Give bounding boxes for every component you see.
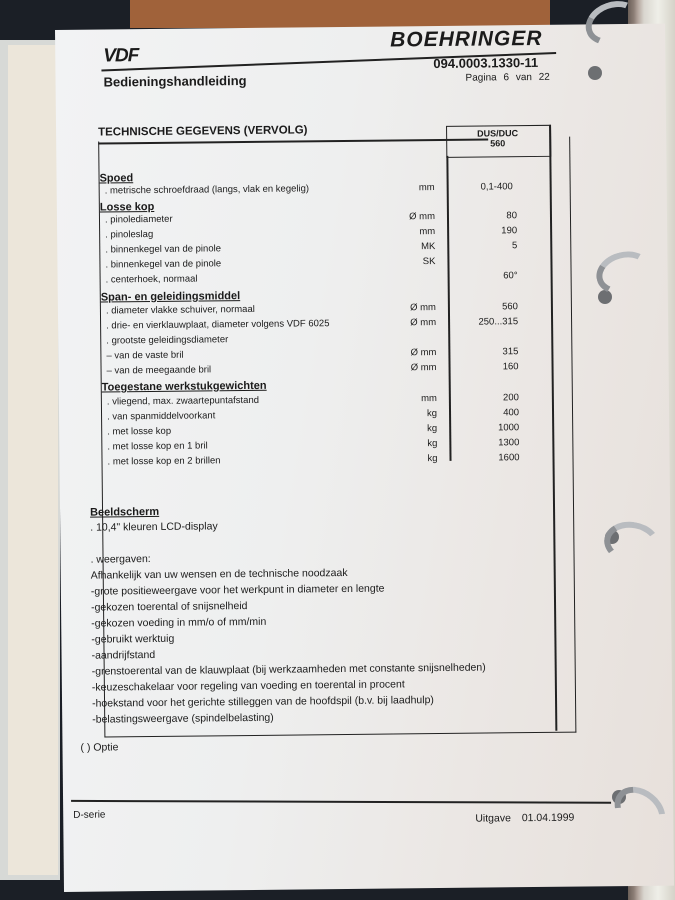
desk-background xyxy=(130,0,550,28)
spec-unit xyxy=(388,331,436,332)
footer-edition xyxy=(475,812,582,825)
heading-toegestane-werkstukgewichten: Toegestane werkstukgewichten xyxy=(101,379,267,394)
display-line: -grote positieweergave voor het werkpunt in diameter en lengte xyxy=(90,582,385,598)
vdf-logo: VDF xyxy=(103,45,139,67)
spec-unit: SK xyxy=(422,256,436,268)
spec-unit: mm xyxy=(419,226,436,238)
spec-unit: kg xyxy=(427,423,438,435)
spec-unit: kg xyxy=(427,438,438,450)
spec-unit: mm xyxy=(418,182,435,194)
spec-value: 200 xyxy=(502,392,519,404)
spec-label: . centerhoek, normaal xyxy=(105,273,198,286)
display-line: -gebruikt werktuig xyxy=(91,632,175,646)
spec-label: . met losse kop en 2 brillen xyxy=(107,455,221,468)
punch-hole xyxy=(588,66,602,80)
edition-date: 01.04.1999 xyxy=(521,811,575,825)
spec-unit: MK xyxy=(420,241,436,253)
manual-page xyxy=(55,24,674,892)
spec-unit xyxy=(388,270,436,271)
display-line: -gekozen toerental of snijsnelheid xyxy=(90,600,248,614)
spec-value: 160 xyxy=(502,361,519,373)
display-line: -grenstoerental van de klauwplaat (bij werkzaamheden met constante snijsnelheden) xyxy=(91,661,486,678)
display-line: -belastingsweergave (spindelbelasting) xyxy=(92,711,274,726)
footer-series: D-serie xyxy=(73,809,106,821)
previous-sheet xyxy=(8,45,58,875)
spec-label: . metrische schroefdraad (langs, vlak en kegelig) xyxy=(104,183,310,197)
display-line: -aandrijfstand xyxy=(91,648,156,662)
spec-label: . pinolediameter xyxy=(104,213,173,226)
heading-span-en-geleidingsmiddel: Span- en geleidingsmiddel xyxy=(100,290,241,304)
footer-divider xyxy=(71,800,611,804)
spec-label: . pinoleslag xyxy=(105,228,154,241)
page-indicator xyxy=(465,72,553,84)
column-header-size: 560 xyxy=(490,138,506,149)
heading-beeldscherm: Beeldscherm xyxy=(89,505,160,519)
spec-value: 1000 xyxy=(497,422,520,434)
spec-value: 250...315 xyxy=(478,316,519,328)
column-header-model: DUS/DUC xyxy=(477,128,519,139)
spec-label: . binnenkegel van de pinole xyxy=(105,258,222,271)
spec-value: 560 xyxy=(502,301,518,313)
column-header xyxy=(446,128,549,149)
spec-unit: Ø mm xyxy=(409,211,436,223)
spec-unit: Ø mm xyxy=(410,362,437,374)
spec-value: 80 xyxy=(506,210,518,222)
page-current: 6 xyxy=(503,72,510,84)
spec-label: . grootste geleidingsdiameter xyxy=(106,334,229,347)
page-label: Pagina xyxy=(465,72,497,84)
page-total: 22 xyxy=(538,71,550,83)
spec-value: 400 xyxy=(503,407,520,419)
spec-unit: kg xyxy=(427,453,438,465)
spec-label: – van de vaste bril xyxy=(106,349,184,362)
heading-spoed: Spoed xyxy=(99,172,134,185)
document-number: 094.0003.1330-11 xyxy=(433,54,539,72)
spec-value: 190 xyxy=(501,225,518,237)
spec-unit: Ø mm xyxy=(410,317,437,329)
boehringer-logo: BOEHRINGER xyxy=(390,26,543,52)
display-line: . 10,4" kleuren LCD-display xyxy=(90,520,218,534)
display-line: -keuzeschakelaar voor regeling van voeding en toerental in procent xyxy=(91,678,405,694)
spec-unit: Ø mm xyxy=(410,347,437,359)
section-title: TECHNISCHE GEGEVENS (VERVOLG) xyxy=(98,124,308,139)
heading-losse-kop: Losse kop xyxy=(99,200,155,214)
spec-value xyxy=(453,330,518,331)
page-separator: van xyxy=(515,72,532,84)
spec-label: . diameter vlakke schuiver, normaal xyxy=(105,303,255,317)
display-line: -hoekstand voor het gerichte stilleggen van de hoofdspil (b.v. bij laadhulp) xyxy=(91,694,434,710)
spec-label: . binnenkegel van de pinole xyxy=(105,243,222,256)
spec-value xyxy=(452,254,517,255)
spec-value: 5 xyxy=(511,240,518,252)
edition-label: Uitgave xyxy=(475,812,511,825)
spec-value: 1300 xyxy=(498,437,520,449)
spec-unit: kg xyxy=(426,408,438,420)
spec-value: 60° xyxy=(503,270,518,282)
spec-value: 315 xyxy=(502,346,519,358)
manual-title: Bedieningshandleiding xyxy=(103,72,247,90)
spec-label: – van de meegaande bril xyxy=(106,364,212,377)
display-line: -gekozen voeding in mm/o of mm/min xyxy=(91,615,267,630)
display-line: Afhankelijk van uw wensen en de technische noodzaak xyxy=(90,566,348,582)
spec-label: . met losse kop en 1 bril xyxy=(107,440,208,453)
display-line: . weergaven: xyxy=(90,553,151,566)
spec-value: 1600 xyxy=(498,452,520,464)
spec-label: . vliegend, max. zwaartepuntafstand xyxy=(106,394,260,408)
spec-unit: mm xyxy=(420,393,437,405)
spec-value: 0,1-400 xyxy=(480,181,513,193)
spec-label: . met losse kop xyxy=(107,425,172,438)
spec-unit: Ø mm xyxy=(410,302,436,314)
option-legend: ( ) Optie xyxy=(80,741,119,754)
spec-label: . drie- en vierklauwplaat, diameter volgens VDF 6025 xyxy=(106,318,330,332)
spec-label: . van spanmiddelvoorkant xyxy=(106,410,216,423)
